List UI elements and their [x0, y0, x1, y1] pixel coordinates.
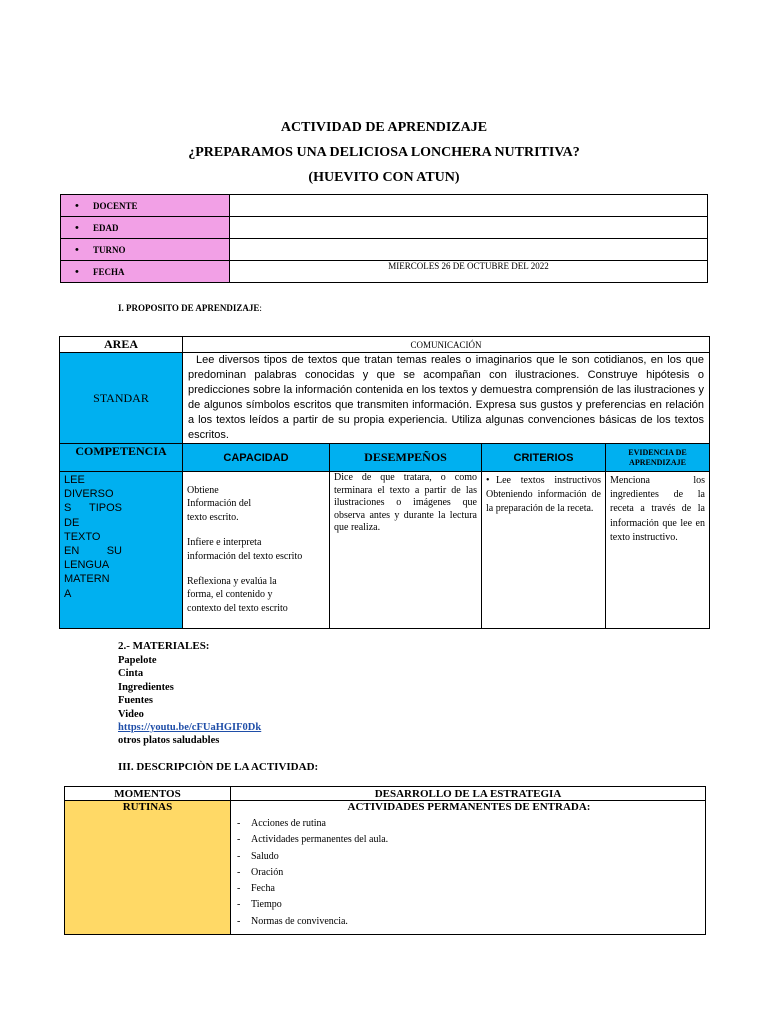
info-label-text: EDAD: [93, 222, 119, 233]
criterio-cell: [482, 472, 606, 629]
info-label-text: FECHA: [93, 266, 125, 277]
info-label-turno: [61, 239, 230, 261]
list-item: - Oración: [237, 865, 701, 881]
standard-label: STANDAR: [60, 353, 183, 444]
capacidad-cell: [183, 472, 330, 629]
activity-title: III. DESCRIPCIÒN DE LA ACTIVIDAD:: [118, 761, 319, 773]
evidencia-cell: Menciona los ingredientes de la receta a través de la información que lee en texto instructivo.: [606, 472, 710, 629]
list-item: - Fecha: [237, 881, 701, 897]
competencia-line: MATERN: [64, 573, 110, 586]
purpose-heading: [118, 303, 262, 313]
competencia-cell: [60, 472, 183, 629]
capacidad-line: texto escrito.: [187, 511, 239, 523]
header-capacidad: CAPACIDAD: [183, 444, 330, 472]
header-criterios: CRITERIOS: [482, 444, 606, 472]
material-item: Video: [118, 708, 144, 720]
material-item: Fuentes: [118, 695, 153, 707]
materials-list: [118, 654, 261, 748]
header-momentos: MOMENTOS: [65, 787, 231, 801]
info-value-docente: [230, 195, 708, 217]
info-label-fecha: [61, 261, 230, 283]
title-line-2: ¿PREPARAMOS UNA DELICIOSA LONCHERA NUTRITIVA?: [188, 145, 580, 160]
info-label-edad: [61, 217, 230, 239]
capacidad-line: Infiere e interpreta: [187, 537, 262, 549]
criterio-text: Lee textos instructivos Obteniendo información de la preparación de la receta.: [486, 475, 601, 514]
info-label-docente: [61, 195, 230, 217]
capacidad-line: Información del: [187, 498, 252, 510]
capacidad-line: Reflexiona y evalúa la: [187, 576, 277, 588]
info-value-turno: [230, 239, 708, 261]
area-label: AREA: [60, 337, 183, 353]
header-desempenos: DESEMPEÑOS: [330, 444, 482, 472]
capacidad-line: forma, el contenido y: [187, 589, 273, 601]
bullet: •: [75, 265, 79, 278]
rutinas-list: [237, 816, 701, 930]
competencia-line: LENGUA: [64, 559, 110, 572]
area-value: COMUNICACIÓN: [183, 337, 710, 353]
capacidad-line: contexto del texto escrito: [187, 602, 288, 614]
desempeno-cell: Dice de que tratara, o como terminara el texto a partir de las ilustraciones o imágenes que observa antes y durante la lectura que realiza.: [330, 472, 482, 629]
material-item: Papelote: [118, 655, 157, 666]
header-evidencia: EVIDENCIA DE APRENDIZAJE: [606, 444, 710, 472]
list-item: - Normas de convivencia.: [237, 914, 701, 930]
bullet: •: [75, 199, 79, 212]
header-competencia: COMPETENCIA: [60, 444, 183, 472]
activity-table: [64, 786, 706, 935]
info-label-text: DOCENTE: [93, 200, 138, 211]
competencia-line: DE: [64, 516, 80, 529]
purpose-label: I. PROPOSITO DE APRENDIZAJE: [118, 303, 260, 313]
material-item: otros platos saludables: [118, 735, 220, 747]
list-item: - Saludo: [237, 849, 701, 865]
info-label-text: TURNO: [93, 244, 126, 255]
standard-text: Lee diversos tipos de textos que tratan temas reales o imaginarios que le son cotidianos, en los que predominan palabras conocidas y que se acompañan con ilustraciones. Construye hipótesis o predicciones sobre la información contenida en los textos y demuestra comprensión de las ilustraciones y de algunos símbolos escritos que transmiten información. Expresa sus gustos y preferencias en relación a los textos leídos a partir de su propia experiencia. Utiliza algunas convenciones básicas de los textos escritos.: [183, 353, 710, 444]
learning-table: [59, 336, 710, 629]
list-item: - Acciones de rutina: [237, 816, 701, 832]
rutinas-content: [231, 801, 706, 935]
competencia-line: S TIPOS: [64, 502, 122, 515]
video-link[interactable]: https://youtu.be/cFUaHGIF0Dk: [118, 722, 262, 734]
list-item: - Actividades permanentes del aula.: [237, 832, 701, 848]
competencia-line: DIVERSO: [64, 488, 114, 501]
capacidad-line: Obtiene: [187, 485, 219, 496]
rutinas-heading: ACTIVIDADES PERMANENTES DE ENTRADA:: [347, 801, 591, 813]
info-value-edad: [230, 217, 708, 239]
header-desarrollo: DESARROLLO DE LA ESTRATEGIA: [231, 787, 706, 801]
material-item: Cinta: [118, 668, 144, 680]
list-item: - Tiempo: [237, 897, 701, 913]
bullet: •: [75, 221, 79, 234]
competencia-line: TEXTO: [64, 530, 101, 543]
bullet: •: [486, 475, 490, 486]
capacidad-line: información del texto escrito: [187, 550, 303, 562]
purpose-colon: :: [259, 303, 262, 313]
competencia-line: EN SU: [64, 545, 122, 558]
competencia-line: LEE: [64, 474, 85, 486]
info-value-fecha: MIERCOLES 26 DE OCTUBRE DEL 2022: [230, 261, 708, 283]
competencia-line: A: [64, 587, 72, 600]
title-line-3: (HUEVITO CON ATUN): [308, 170, 460, 185]
info-table: [60, 194, 708, 283]
title-line-1: ACTIVIDAD DE APRENDIZAJE: [280, 120, 488, 135]
material-item: Ingredientes: [118, 681, 174, 693]
rutinas-label: RUTINAS: [65, 801, 231, 935]
materials-title: 2.- MATERIALES:: [118, 640, 210, 652]
bullet: •: [75, 243, 79, 256]
